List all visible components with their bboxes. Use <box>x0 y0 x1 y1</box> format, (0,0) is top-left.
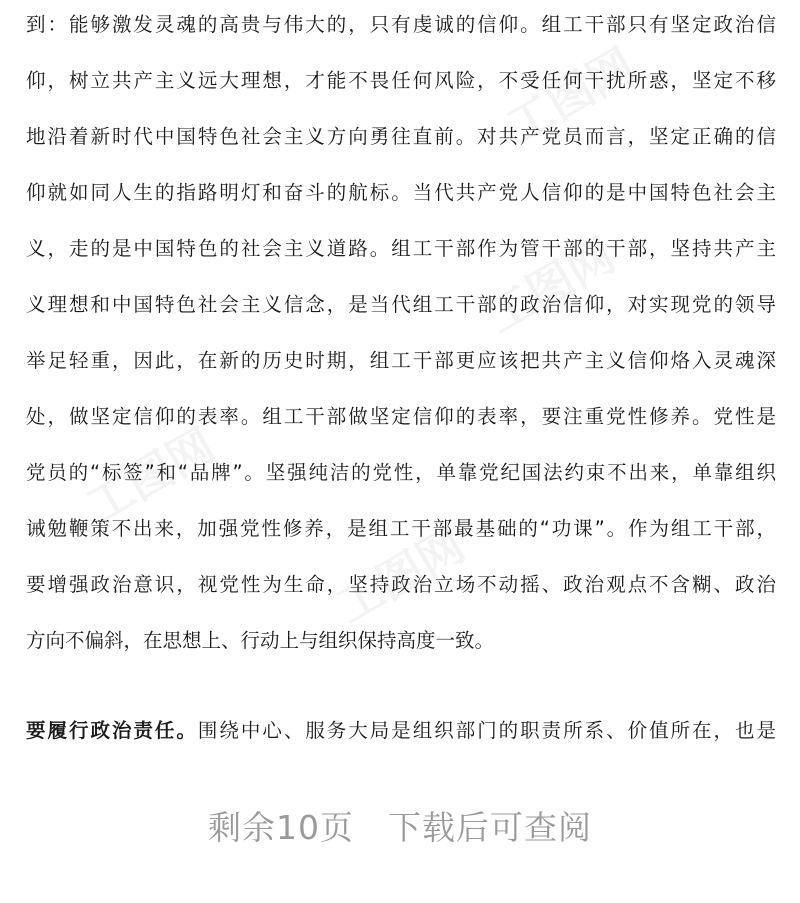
paragraph-line: 仰，树立共产主义远大理想，才能不畏任何风险，不受任何干扰所惑，坚定不移 <box>26 69 776 92</box>
paragraph-line: 处，做坚定信仰的表率。组工干部做坚定信仰的表率，要注重党性修养。党性是 <box>26 405 776 428</box>
watermark-logo: 工图网 <box>477 227 624 344</box>
paragraph-line: 方向不偏斜，在思想上、行动上与组织保持高度一致。 <box>26 629 495 652</box>
paragraph-line: 要增强政治意识，视党性为生命，坚持政治立场不动摇、政治观点不含糊、政治 <box>26 573 776 596</box>
watermark-logo: 工图网 <box>327 517 474 634</box>
paragraph-line: 义理想和中国特色社会主义信念，是当代组工干部的政治信仰，对实现党的领导 <box>26 293 776 316</box>
paragraph-line: 地沿着新时代中国特色社会主义方向勇往直前。对共产党员而言，坚定正确的信 <box>26 125 776 148</box>
paragraph-line: 义，走的是中国特色的社会主义道路。组工干部作为管干部的干部，坚持共产主 <box>26 237 776 260</box>
paragraph-line: 仰就如同人生的指路明灯和奋斗的航标。当代共产党人信仰的是中国特色社会主 <box>26 181 776 204</box>
section-line <box>26 716 776 746</box>
paragraph-line: 诫勉鞭策不出来，加强党性修养，是组工干部最基础的“功课”。作为组工干部， <box>26 517 776 540</box>
watermark-logo: 工图网 <box>497 37 644 154</box>
paragraph-line: 举足轻重，因此，在新的历史时期，组工干部更应该把共产主义信仰烙入灵魂深 <box>26 349 776 372</box>
watermark-logo: 工图网 <box>77 417 224 534</box>
paragraph-line: 到：能够激发灵魂的高贵与伟大的，只有虔诚的信仰。组工干部只有坚定政治信 <box>26 13 776 36</box>
paragraph-line: 党员的“标签”和“品牌”。坚强纯洁的党性，单靠党纪国法约束不出来，单靠组织 <box>26 461 776 484</box>
section-heading: 要履行政治责任。 <box>26 719 198 742</box>
section-text: 围绕中心、服务大局是组织部门的职责所系、价值所在，也是 <box>197 719 776 742</box>
remaining-pages-banner[interactable]: 剩余10页 下载后可查阅 <box>208 808 592 847</box>
